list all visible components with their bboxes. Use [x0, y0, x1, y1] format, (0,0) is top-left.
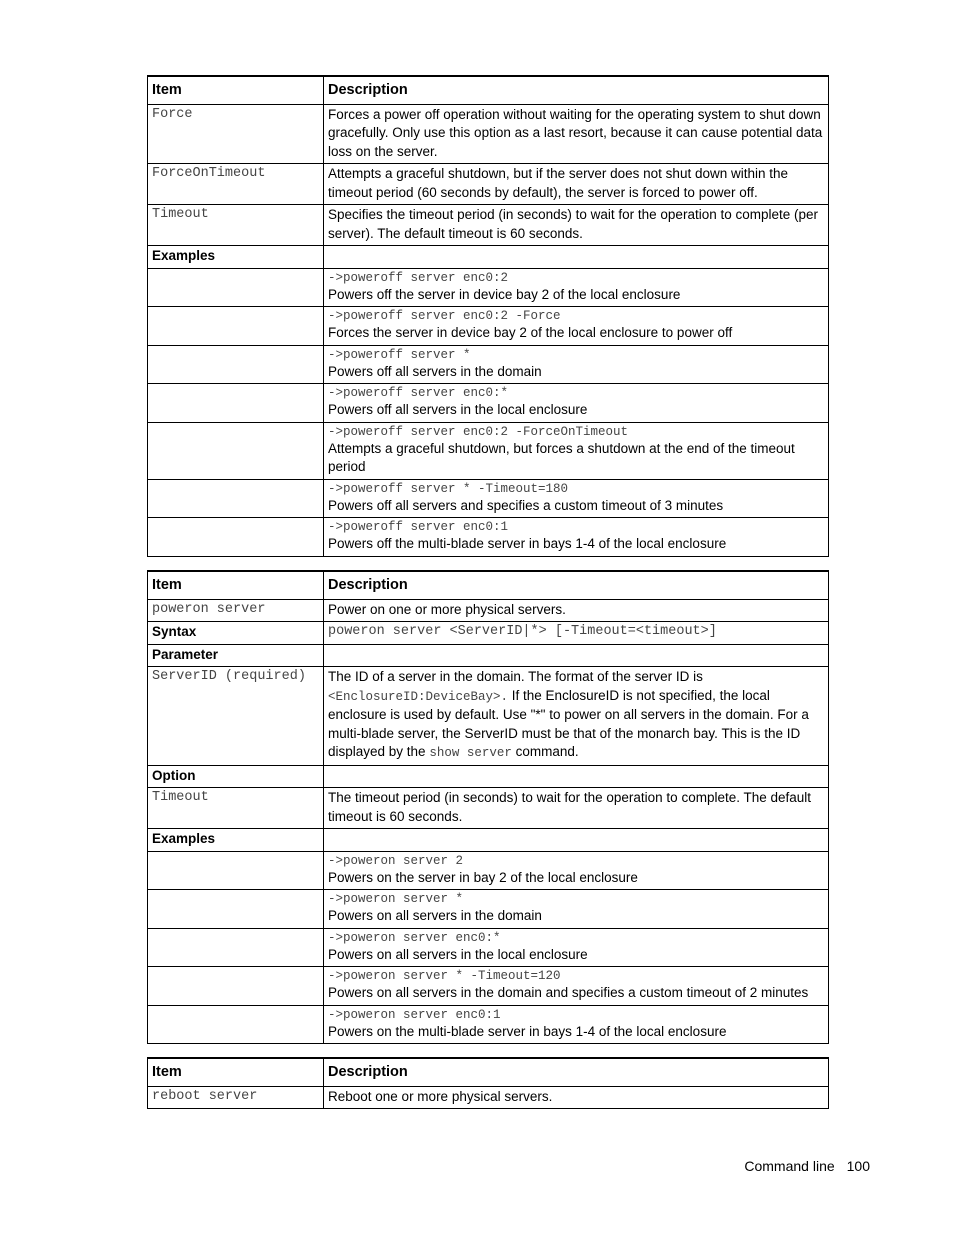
example-description: Powers on the server in bay 2 of the local enclosure — [328, 869, 638, 885]
table-row — [148, 104, 829, 164]
example-command: ->poweron server * -Timeout=120 — [328, 969, 561, 983]
example-command: ->poweron server enc0:1 — [328, 1007, 501, 1022]
table-row — [148, 164, 829, 205]
command-name: reboot server — [148, 1086, 324, 1109]
example-description: Powers off all servers in the local enclosure — [328, 402, 588, 417]
examples-label: Examples — [148, 246, 324, 269]
option-description: Attempts a graceful shutdown, but if the server does not shut down within the timeout period (60 seconds by default), the server is forced to power off. — [324, 164, 829, 205]
poweroff-options-table — [147, 75, 829, 557]
parameter-label: Parameter — [148, 644, 324, 667]
option-name: Timeout — [148, 788, 324, 829]
example-command: ->poweroff server * -Timeout=180 — [328, 481, 569, 496]
example-description: Powers off all servers and specifies a custom timeout of 3 minutes — [328, 497, 724, 513]
table-row — [148, 205, 829, 246]
header-description: Description — [324, 76, 829, 104]
example-description: Forces the server in device bay 2 of the local enclosure to power off — [328, 325, 733, 340]
command-name: poweron server — [148, 599, 324, 622]
reboot-server-table — [147, 1057, 829, 1109]
table-header-row — [148, 1058, 829, 1086]
page-footer — [744, 1158, 870, 1174]
option-name: ForceOnTimeout — [148, 164, 324, 205]
example-command: ->poweron server enc0:* — [328, 930, 501, 945]
option-name: Timeout — [148, 205, 324, 246]
option-name: Force — [148, 104, 324, 164]
command-description: Power on one or more physical servers. — [324, 599, 829, 622]
table-header-row — [148, 571, 829, 599]
example-row — [148, 268, 829, 307]
header-description: Description — [324, 571, 829, 599]
section-row — [148, 644, 829, 667]
section-row — [148, 765, 829, 788]
option-description: The timeout period (in seconds) to wait for the operation to complete. The default timeout is 60 seconds. — [324, 788, 829, 829]
table-row — [148, 599, 829, 622]
table-row — [148, 622, 829, 645]
example-command: ->poweron server * — [328, 892, 464, 906]
example-description: Powers on all servers in the local enclosure — [328, 946, 588, 962]
option-description: Forces a power off operation without waiting for the operating system to shut down gracefully. Only use this option as a last resort, because it can cause potential data loss on the server. — [324, 104, 829, 164]
footer-section-title: Command line — [744, 1158, 835, 1174]
example-row — [148, 851, 829, 890]
header-description: Description — [324, 1058, 829, 1086]
example-description: Powers on all servers in the domain and specifies a custom timeout of 2 minutes — [328, 985, 809, 1000]
example-row — [148, 928, 829, 967]
header-item: Item — [148, 76, 324, 104]
example-description: Attempts a graceful shutdown, but forces a shutdown at the end of the timeout period — [328, 440, 795, 474]
example-description: Powers off the server in device bay 2 of the local enclosure — [328, 286, 681, 302]
example-row — [148, 1005, 829, 1044]
example-command: ->poweroff server enc0:2 -ForceOnTimeout — [328, 424, 629, 439]
example-row — [148, 890, 829, 929]
example-description: Powers on all servers in the domain — [328, 908, 542, 923]
example-row — [148, 967, 829, 1006]
section-row — [148, 829, 829, 852]
example-row — [148, 422, 829, 479]
example-command: ->poweroff server enc0:2 -Force — [328, 309, 561, 323]
example-row — [148, 345, 829, 384]
example-row — [148, 384, 829, 423]
example-command: ->poweroff server * — [328, 347, 471, 362]
example-description: Powers off the multi-blade server in bays 1-4 of the local enclosure — [328, 536, 727, 551]
example-command: ->poweroff server enc0:* — [328, 386, 509, 400]
examples-label: Examples — [148, 829, 324, 852]
table-header-row — [148, 76, 829, 104]
section-row — [148, 246, 829, 269]
table-row — [148, 667, 829, 766]
header-item: Item — [148, 571, 324, 599]
option-label: Option — [148, 765, 324, 788]
option-description: Specifies the timeout period (in seconds) to wait for the operation to complete (per server). The default timeout is 60 seconds. — [324, 205, 829, 246]
example-description: Powers on the multi-blade server in bays 1-4 of the local enclosure — [328, 1023, 727, 1039]
table-row — [148, 788, 829, 829]
example-command: ->poweron server 2 — [328, 853, 464, 868]
syntax-value: poweron server <ServerID|*> [-Timeout=<timeout>] — [324, 622, 829, 645]
example-row — [148, 479, 829, 518]
parameter-name: ServerID (required) — [148, 667, 324, 766]
poweron-server-table — [147, 570, 829, 1044]
parameter-description: The ID of a server in the domain. The format of the server ID is <EnclosureID:DeviceBay>. If the EnclosureID is not specified, the local enclosure is used by default. Use "*" to power on all servers in the domain. For a multi-blade server, the ServerID must be that of the monarch bay. This is the ID displayed by the show server command. — [324, 667, 829, 766]
command-description: Reboot one or more physical servers. — [324, 1086, 829, 1109]
syntax-label: Syntax — [148, 622, 324, 645]
example-command: ->poweroff server enc0:1 — [328, 520, 509, 534]
example-command: ->poweroff server enc0:2 — [328, 270, 509, 285]
example-row — [148, 307, 829, 346]
table-row — [148, 1086, 829, 1109]
header-item: Item — [148, 1058, 324, 1086]
example-row — [148, 518, 829, 557]
example-description: Powers off all servers in the domain — [328, 363, 542, 379]
page-number: 100 — [846, 1158, 870, 1174]
